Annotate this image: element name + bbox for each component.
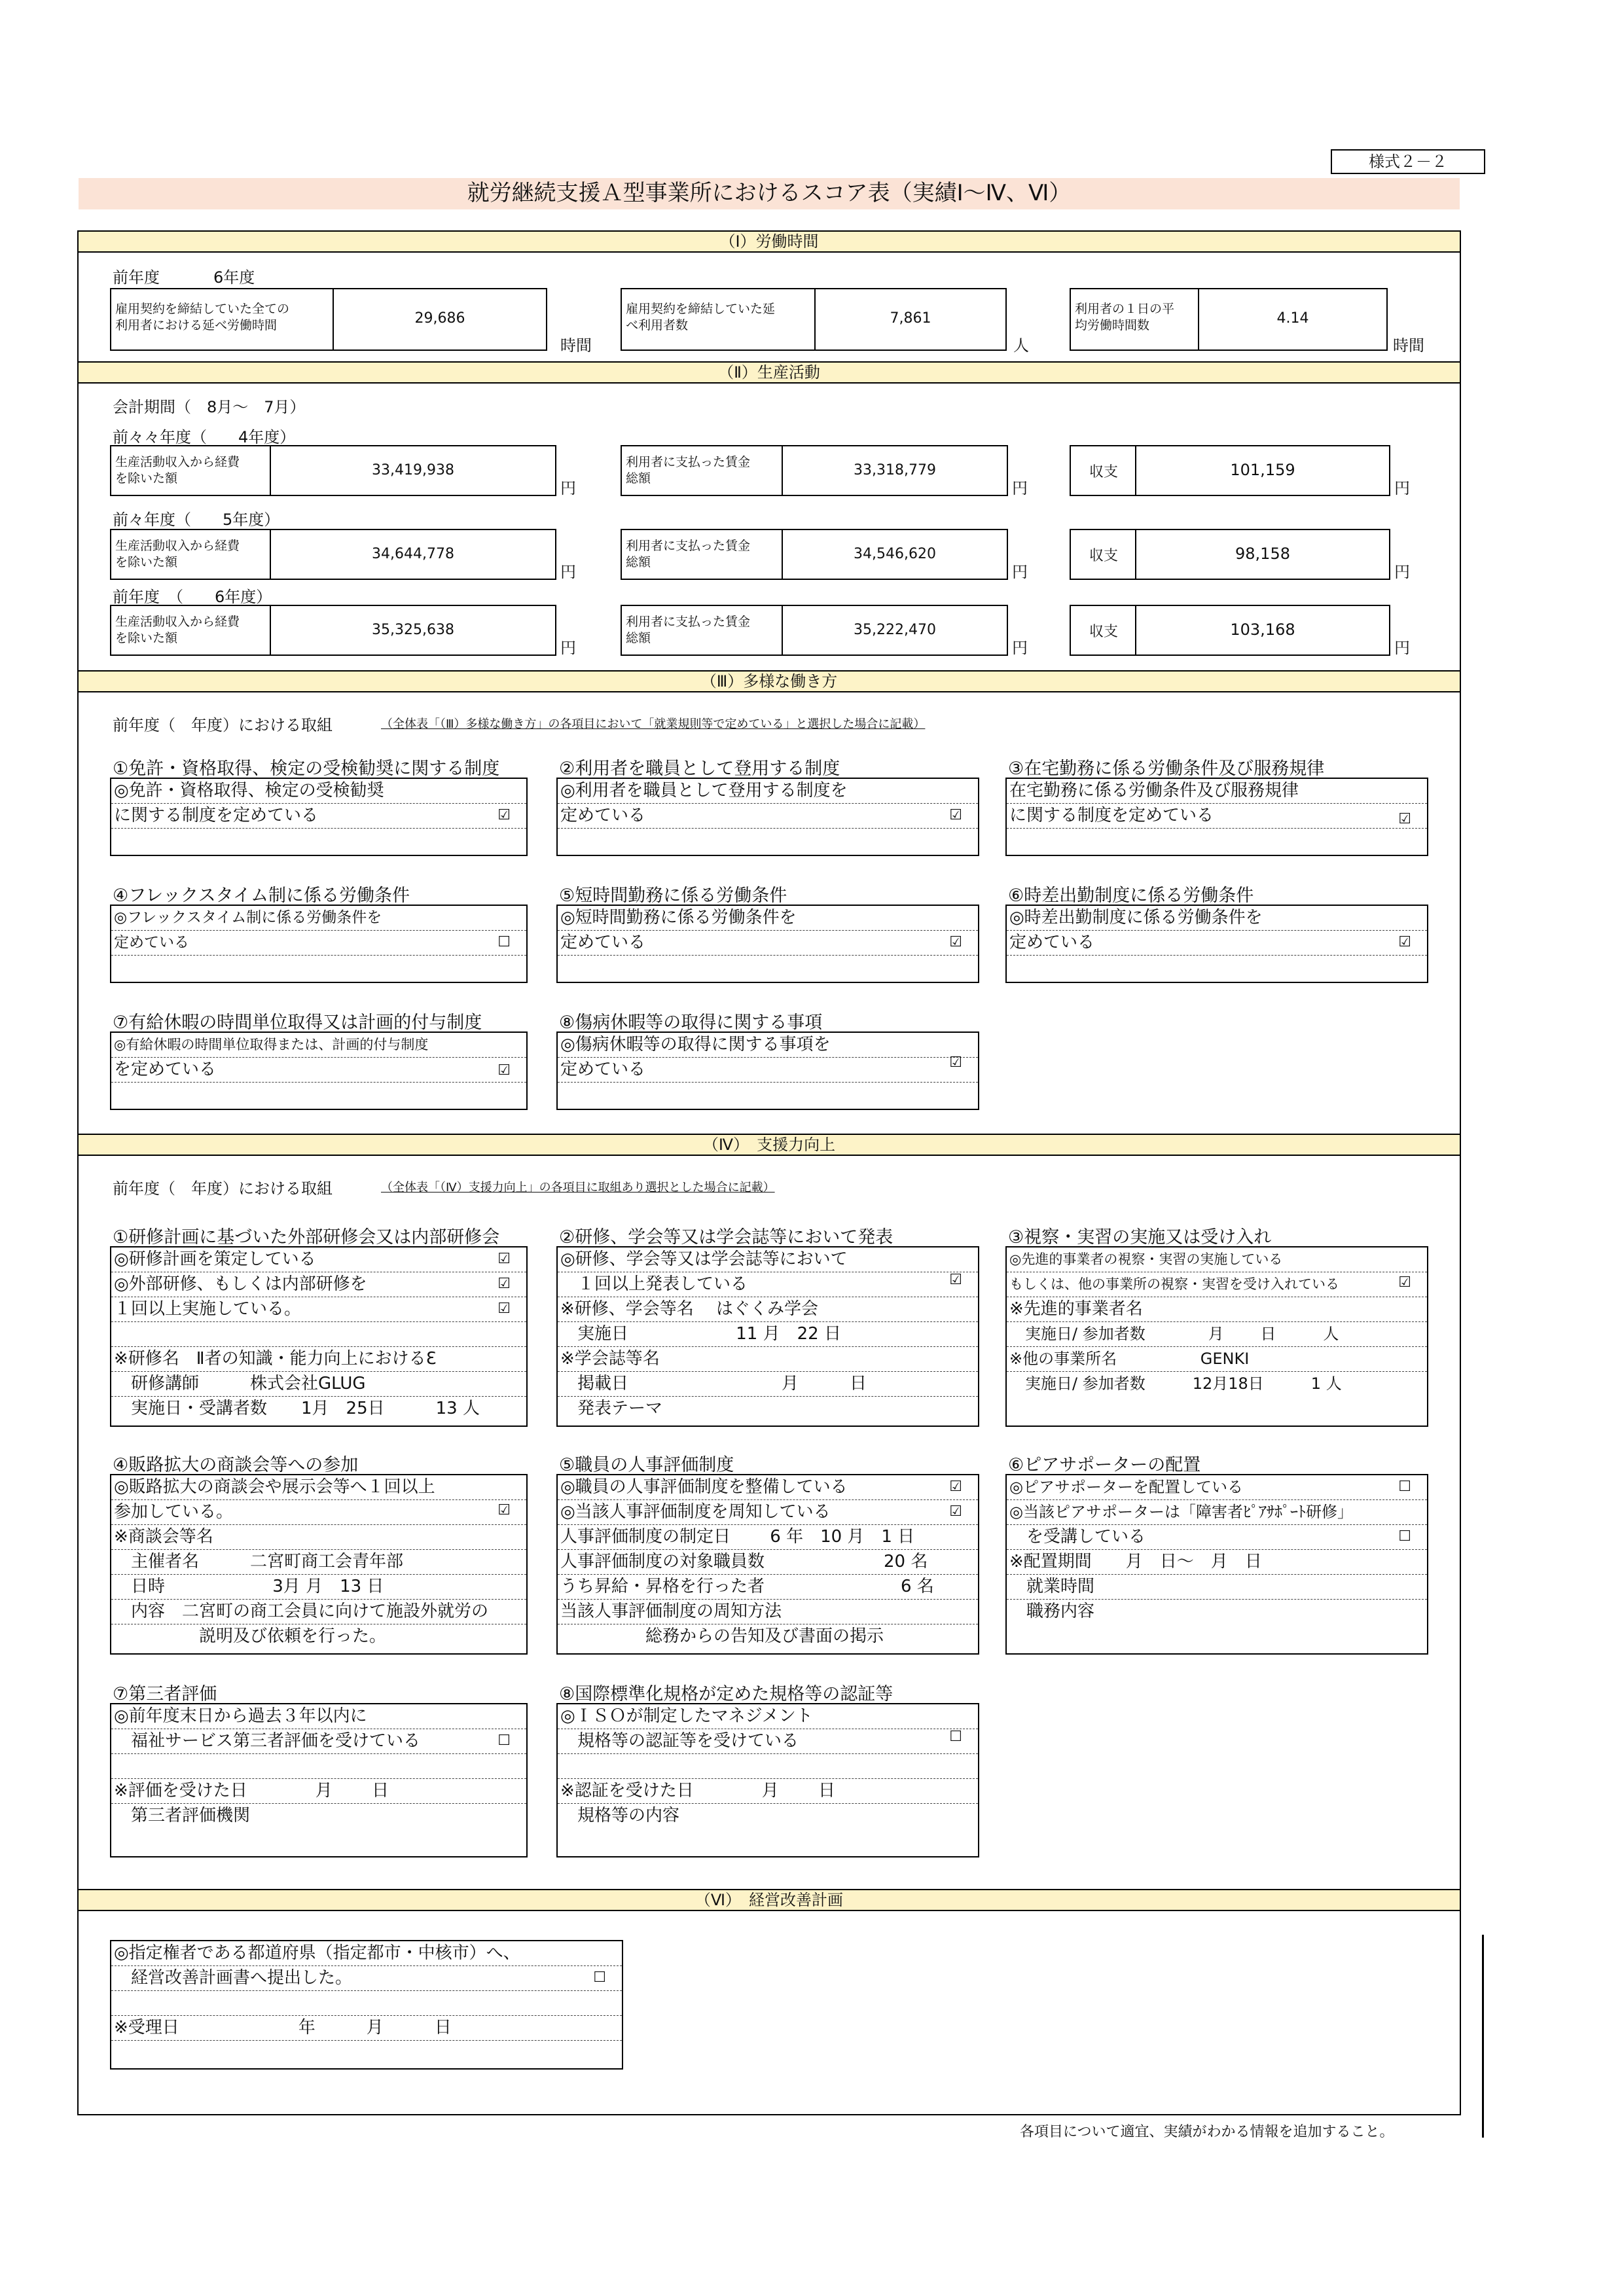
prev-year-label: 前年度 [113,268,160,287]
card-3 [1005,778,1428,856]
users-value: 7,861 [890,310,931,327]
daily-hours-label: 利用者の１日の平 均労働時間数 [1075,302,1175,332]
row: うち昇給・昇格を行った者 6 名 [558,1575,978,1600]
footer-note: 各項目について適宜、実績がわかる情報を追加すること。 [1020,2124,1394,2140]
row: 研修講師 株式会社GLUG [111,1372,526,1397]
section-header-work-styles: （Ⅲ）多様な働き方 [79,670,1460,692]
row: ◎外部研修、もしくは内部研修を [111,1272,526,1297]
form-number: 様式２－２ [1331,149,1485,174]
card-8-line2: 定めている [558,1058,978,1083]
row [111,1991,622,2016]
users-unit: 人 [1013,336,1029,355]
row: ◎ピアサポーターを配置している [1007,1475,1427,1500]
income-value-1: 33,419,938 [372,462,454,478]
card-7 [110,1031,528,1110]
daily-hours-box [1070,288,1388,351]
row: 人事評価制度の対象職員数 20 名 [558,1550,978,1575]
wage-value-1: 33,318,779 [854,462,936,478]
sec4-card-title-7: ⑦第三者評価 [113,1684,217,1704]
card-3-line2: に関する制度を定めている [1007,804,1427,829]
card-title-3: ③在宅勤務に係る労働条件及び服務規律 [1008,759,1325,779]
checkbox-icon[interactable]: ☑ [949,1479,962,1495]
income-label-2: 生産活動収入から経費 を除いた額 [115,539,240,569]
section-header-production: （Ⅱ）生産活動 [79,361,1460,384]
row: 総務からの告知及び書面の掲示 [560,1626,884,1646]
income-box-3 [110,605,556,656]
checkbox-icon[interactable]: ☑ [1398,1274,1411,1291]
row: ※研修名 Ⅱ者の知識・能力向上におけるℇ [111,1347,526,1372]
card-title-5: ⑤短時間勤務に係る労働条件 [559,886,787,906]
balance-label-1: 収支 [1089,464,1118,480]
section-header-management: （Ⅵ） 経営改善計画 [79,1889,1460,1911]
checkbox-icon[interactable]: ☑ [497,1062,511,1079]
card-8-line1: ◎傷病休暇等の取得に関する事項を [558,1033,978,1058]
checkbox-icon[interactable]: ☑ [1398,811,1411,827]
yen-unit: 円 [1394,479,1410,497]
card-5-line1: ◎短時間勤務に係る労働条件を [558,906,978,931]
row: ※商談会等名 [111,1525,526,1550]
third-party-card [110,1703,528,1857]
income-value-3: 35,325,638 [372,622,454,638]
card-1-line1: ◎免許・資格取得、検定の受検勧奨 [111,779,526,804]
balance-label-2: 収支 [1089,548,1118,564]
sec4-intro-note: （全体表「（Ⅳ）支援力向上」の各項目に取組あり選択とした場合に記載） [381,1181,775,1194]
wage-value-2: 34,546,620 [854,546,936,562]
row: ※評価を受けた日 月 日 [111,1779,526,1804]
row: ◎指定権者である都道府県（指定都市・中核市）へ、 [111,1941,622,1966]
sec3-intro-note: （全体表「（Ⅲ）多様な働き方」の各項目において「就業規則等で定めている」と選択した場合に記載） [381,717,926,731]
card-title-8: ⑧傷病休暇等の取得に関する事項 [559,1013,823,1033]
card-2-line2: 定めている [558,804,978,829]
row: １回以上発表している [558,1272,978,1297]
row: 経営改善計画書へ提出した。 [111,1966,622,1991]
card-title-7: ⑦有給休暇の時間単位取得又は計画的付与制度 [113,1013,482,1033]
row: を受講している [1007,1525,1427,1550]
checkbox-icon[interactable]: ☑ [497,1276,511,1292]
card-title-1: ①免許・資格取得、検定の受検勧奨に関する制度 [113,759,500,779]
evaluation-card [556,1474,979,1655]
card-6-line1: ◎時差出勤制度に係る労働条件を [1007,906,1427,931]
row: 主催者名 二宮町商工会青年部 [111,1550,526,1575]
prev-year-value: 6年度 [213,268,255,287]
wage-value-3: 35,222,470 [854,622,936,638]
row: １回以上実施している。 [111,1297,526,1322]
card-3-line1: 在宅勤務に係る労働条件及び服務規律 [1007,779,1427,804]
balance-value-2: 98,158 [1235,545,1290,563]
row: 説明及び依頼を行った。 [114,1626,387,1646]
labor-hours-value: 29,686 [414,310,465,327]
card-6-line2: 定めている [1007,931,1427,956]
balance-label-3: 収支 [1089,624,1118,640]
iso-card [556,1703,979,1857]
checkbox-icon[interactable]: ☑ [949,807,962,823]
row: 参加している。 [111,1500,526,1525]
row: ※先進的事業者名 [1007,1297,1427,1322]
income-label-3: 生産活動収入から経費 を除いた額 [115,615,240,645]
inspection-card [1005,1246,1428,1427]
row: ◎販路拡大の商談会や展示会等へ１回以上 [111,1475,526,1500]
section-header-support: （Ⅳ） 支援力向上 [79,1134,1460,1156]
wage-box-1 [621,445,1008,496]
yen-unit: 円 [560,563,576,581]
checkbox-icon[interactable]: ☐ [497,934,511,950]
checkbox-icon[interactable]: ☑ [949,934,962,950]
peer-supporter-card [1005,1474,1428,1655]
income-value-2: 34,644,778 [372,546,454,562]
daily-hours-value: 4.14 [1276,310,1309,327]
sec3-intro: 前年度（ 年度）における取組 [113,716,333,734]
year-label-2: 前々年度（ 5年度） [113,511,280,529]
row: 日時 3月 月 13 日 [111,1575,526,1600]
labor-hours-unit: 時間 [560,336,592,355]
card-7-line1: ◎有給休暇の時間単位取得または、計画的付与制度 [111,1033,526,1058]
checkbox-icon[interactable]: ☑ [949,1054,962,1071]
wage-label-3: 利用者に支払った賃金 総額 [626,615,751,645]
training-card [110,1246,528,1427]
row: ◎先進的事業者の視察・実習の実施している [1007,1247,1427,1272]
row: 職務内容 [1009,1602,1095,1621]
checkbox-icon[interactable]: ☐ [949,1729,962,1745]
sec4-card-title-5: ⑤職員の人事評価制度 [559,1455,734,1475]
row: ※研修、学会等名 はぐくみ学会 [558,1297,978,1322]
checkbox-icon[interactable]: ☑ [497,1300,511,1317]
row: ※学会誌等名 [558,1347,978,1372]
yen-unit: 円 [560,639,576,657]
yen-unit: 円 [1394,563,1410,581]
row: ◎前年度末日から過去３年以内に [111,1704,526,1729]
card-title-4: ④フレックスタイム制に係る労働条件 [113,886,410,906]
card-4 [110,905,528,983]
card-title-2: ②利用者を職員として登用する制度 [559,759,840,779]
row: ◎研修、学会等又は学会誌等において [558,1247,978,1272]
row: 当該人事評価制度の周知方法 [558,1600,978,1624]
row [558,1754,978,1779]
labor-hours-label: 雇用契約を締結していた全ての 利用者における延べ労働時間 [115,302,290,332]
sec4-card-title-3: ③視察・実習の実施又は受け入れ [1008,1227,1272,1247]
card-4-line1: ◎フレックスタイム制に係る労働条件を [111,906,526,931]
card-1-line2: に関する制度を定めている [111,804,526,829]
checkbox-icon[interactable]: ☐ [497,1732,511,1749]
card-5 [556,905,979,983]
row: ※受理日 年 月 日 [111,2016,622,2041]
checkbox-icon[interactable]: ☑ [497,807,511,823]
checkbox-icon[interactable]: ☐ [1398,1528,1411,1545]
row: もしくは、他の事業所の視察・実習を受け入れている [1007,1272,1427,1297]
users-box [621,288,1007,351]
row: 実施日・受講者数 1月 25日 13 人 [114,1399,480,1418]
row: 実施日/ 参加者数 12月18日 1 人 [1009,1374,1342,1393]
row: 実施日/ 参加者数 月 日 人 [1007,1322,1427,1347]
row: 実施日 11 月 22 日 [558,1322,978,1347]
balance-value-1: 101,159 [1230,461,1295,479]
row: ※認証を受けた日 月 日 [558,1779,978,1804]
row: ◎研修計画を策定している [111,1247,526,1272]
wage-box-2 [621,529,1008,580]
balance-box-1 [1070,445,1390,496]
card-2 [556,778,979,856]
balance-box-3 [1070,605,1390,656]
row: ◎当該ピアサポーターは「障害者ﾋﾟｱｻﾎﾟｰﾄ研修」 [1007,1500,1427,1525]
row: ※配置期間 月 日～ 月 日 [1007,1550,1427,1575]
row: ◎当該人事評価制度を周知している [558,1500,978,1525]
row: 規格等の内容 [560,1806,680,1825]
row: 掲載日 月 日 [558,1372,978,1397]
presentation-card [556,1246,979,1427]
card-1 [110,778,528,856]
card-title-6: ⑥時差出勤制度に係る労働条件 [1008,886,1254,906]
wage-label-2: 利用者に支払った賃金 総額 [626,539,751,569]
card-4-line2: 定めている [111,931,526,956]
checkbox-icon[interactable]: ☑ [949,1503,962,1520]
checkbox-icon[interactable]: ☐ [1398,1479,1411,1495]
users-label: 雇用契約を締結していた延 べ利用者数 [626,302,776,332]
year-label-3: 前年度 （ 6年度） [113,588,272,606]
checkbox-icon[interactable]: ☑ [497,1251,511,1267]
row [111,1322,526,1347]
sec4-card-title-2: ②研修、学会等又は学会誌等において発表 [559,1227,893,1247]
yen-unit: 円 [1012,479,1028,497]
wage-label-1: 利用者に支払った賃金 総額 [626,455,751,486]
checkbox-icon[interactable]: ☑ [1398,934,1411,950]
yen-unit: 円 [1012,563,1028,581]
row: ※他の事業所名 GENKI [1007,1347,1427,1372]
yen-unit: 円 [560,479,576,497]
row: 規格等の認証等を受けている [558,1729,978,1754]
card-5-line2: 定めている [558,931,978,956]
checkbox-icon[interactable]: ☐ [593,1969,606,1986]
checkbox-icon[interactable]: ☑ [497,1502,511,1518]
section-header-labor-hours: （Ⅰ）労働時間 [79,230,1460,253]
year-label-1: 前々々年度（ 4年度） [113,428,296,446]
row: 第三者評価機関 [114,1806,251,1825]
row: 内容 二宮町の商工会員に向けて施設外就労の [111,1600,526,1624]
row: 発表テーマ [560,1399,663,1418]
sec4-card-title-1: ①研修計画に基づいた外部研修会又は内部研修会 [113,1227,500,1247]
row: ◎職員の人事評価制度を整備している [558,1475,978,1500]
yen-unit: 円 [1012,639,1028,657]
income-box-2 [110,529,556,580]
margin-line [1482,1935,1484,2138]
page-title: 就労継続支援Ａ型事業所におけるスコア表（実績Ⅰ～Ⅳ、Ⅵ） [467,180,1072,206]
card-6 [1005,905,1428,983]
balance-value-3: 103,168 [1230,620,1295,639]
row: 就業時間 [1007,1575,1427,1600]
management-plan-card [110,1940,623,2070]
income-box-1 [110,445,556,496]
card-7-line2: を定めている [111,1058,526,1083]
checkbox-icon[interactable]: ☑ [949,1272,962,1288]
sales-card [110,1474,528,1655]
labor-hours-box [110,288,547,351]
sec4-intro: 前年度（ 年度）における取組 [113,1179,333,1198]
row [111,1754,526,1779]
wage-box-3 [621,605,1008,656]
accounting-period: 会計期間（ 8月～ 7月） [113,398,306,416]
sec4-card-title-4: ④販路拡大の商談会等への参加 [113,1455,359,1475]
card-8 [556,1031,979,1110]
yen-unit: 円 [1394,639,1410,657]
daily-hours-unit: 時間 [1393,336,1424,355]
row: ◎ＩＳＯが制定したマネジメント [558,1704,978,1729]
income-label-1: 生産活動収入から経費 を除いた額 [115,455,240,486]
sec4-card-title-6: ⑥ピアサポーターの配置 [1008,1455,1201,1475]
sec4-card-title-8: ⑧国際標準化規格が定めた規格等の認証等 [559,1684,893,1704]
balance-box-2 [1070,529,1390,580]
row: 人事評価制度の制定日 6 年 10 月 1 日 [558,1525,978,1550]
card-2-line1: ◎利用者を職員として登用する制度を [558,779,978,804]
row: 福祉サービス第三者評価を受けている [111,1729,526,1754]
